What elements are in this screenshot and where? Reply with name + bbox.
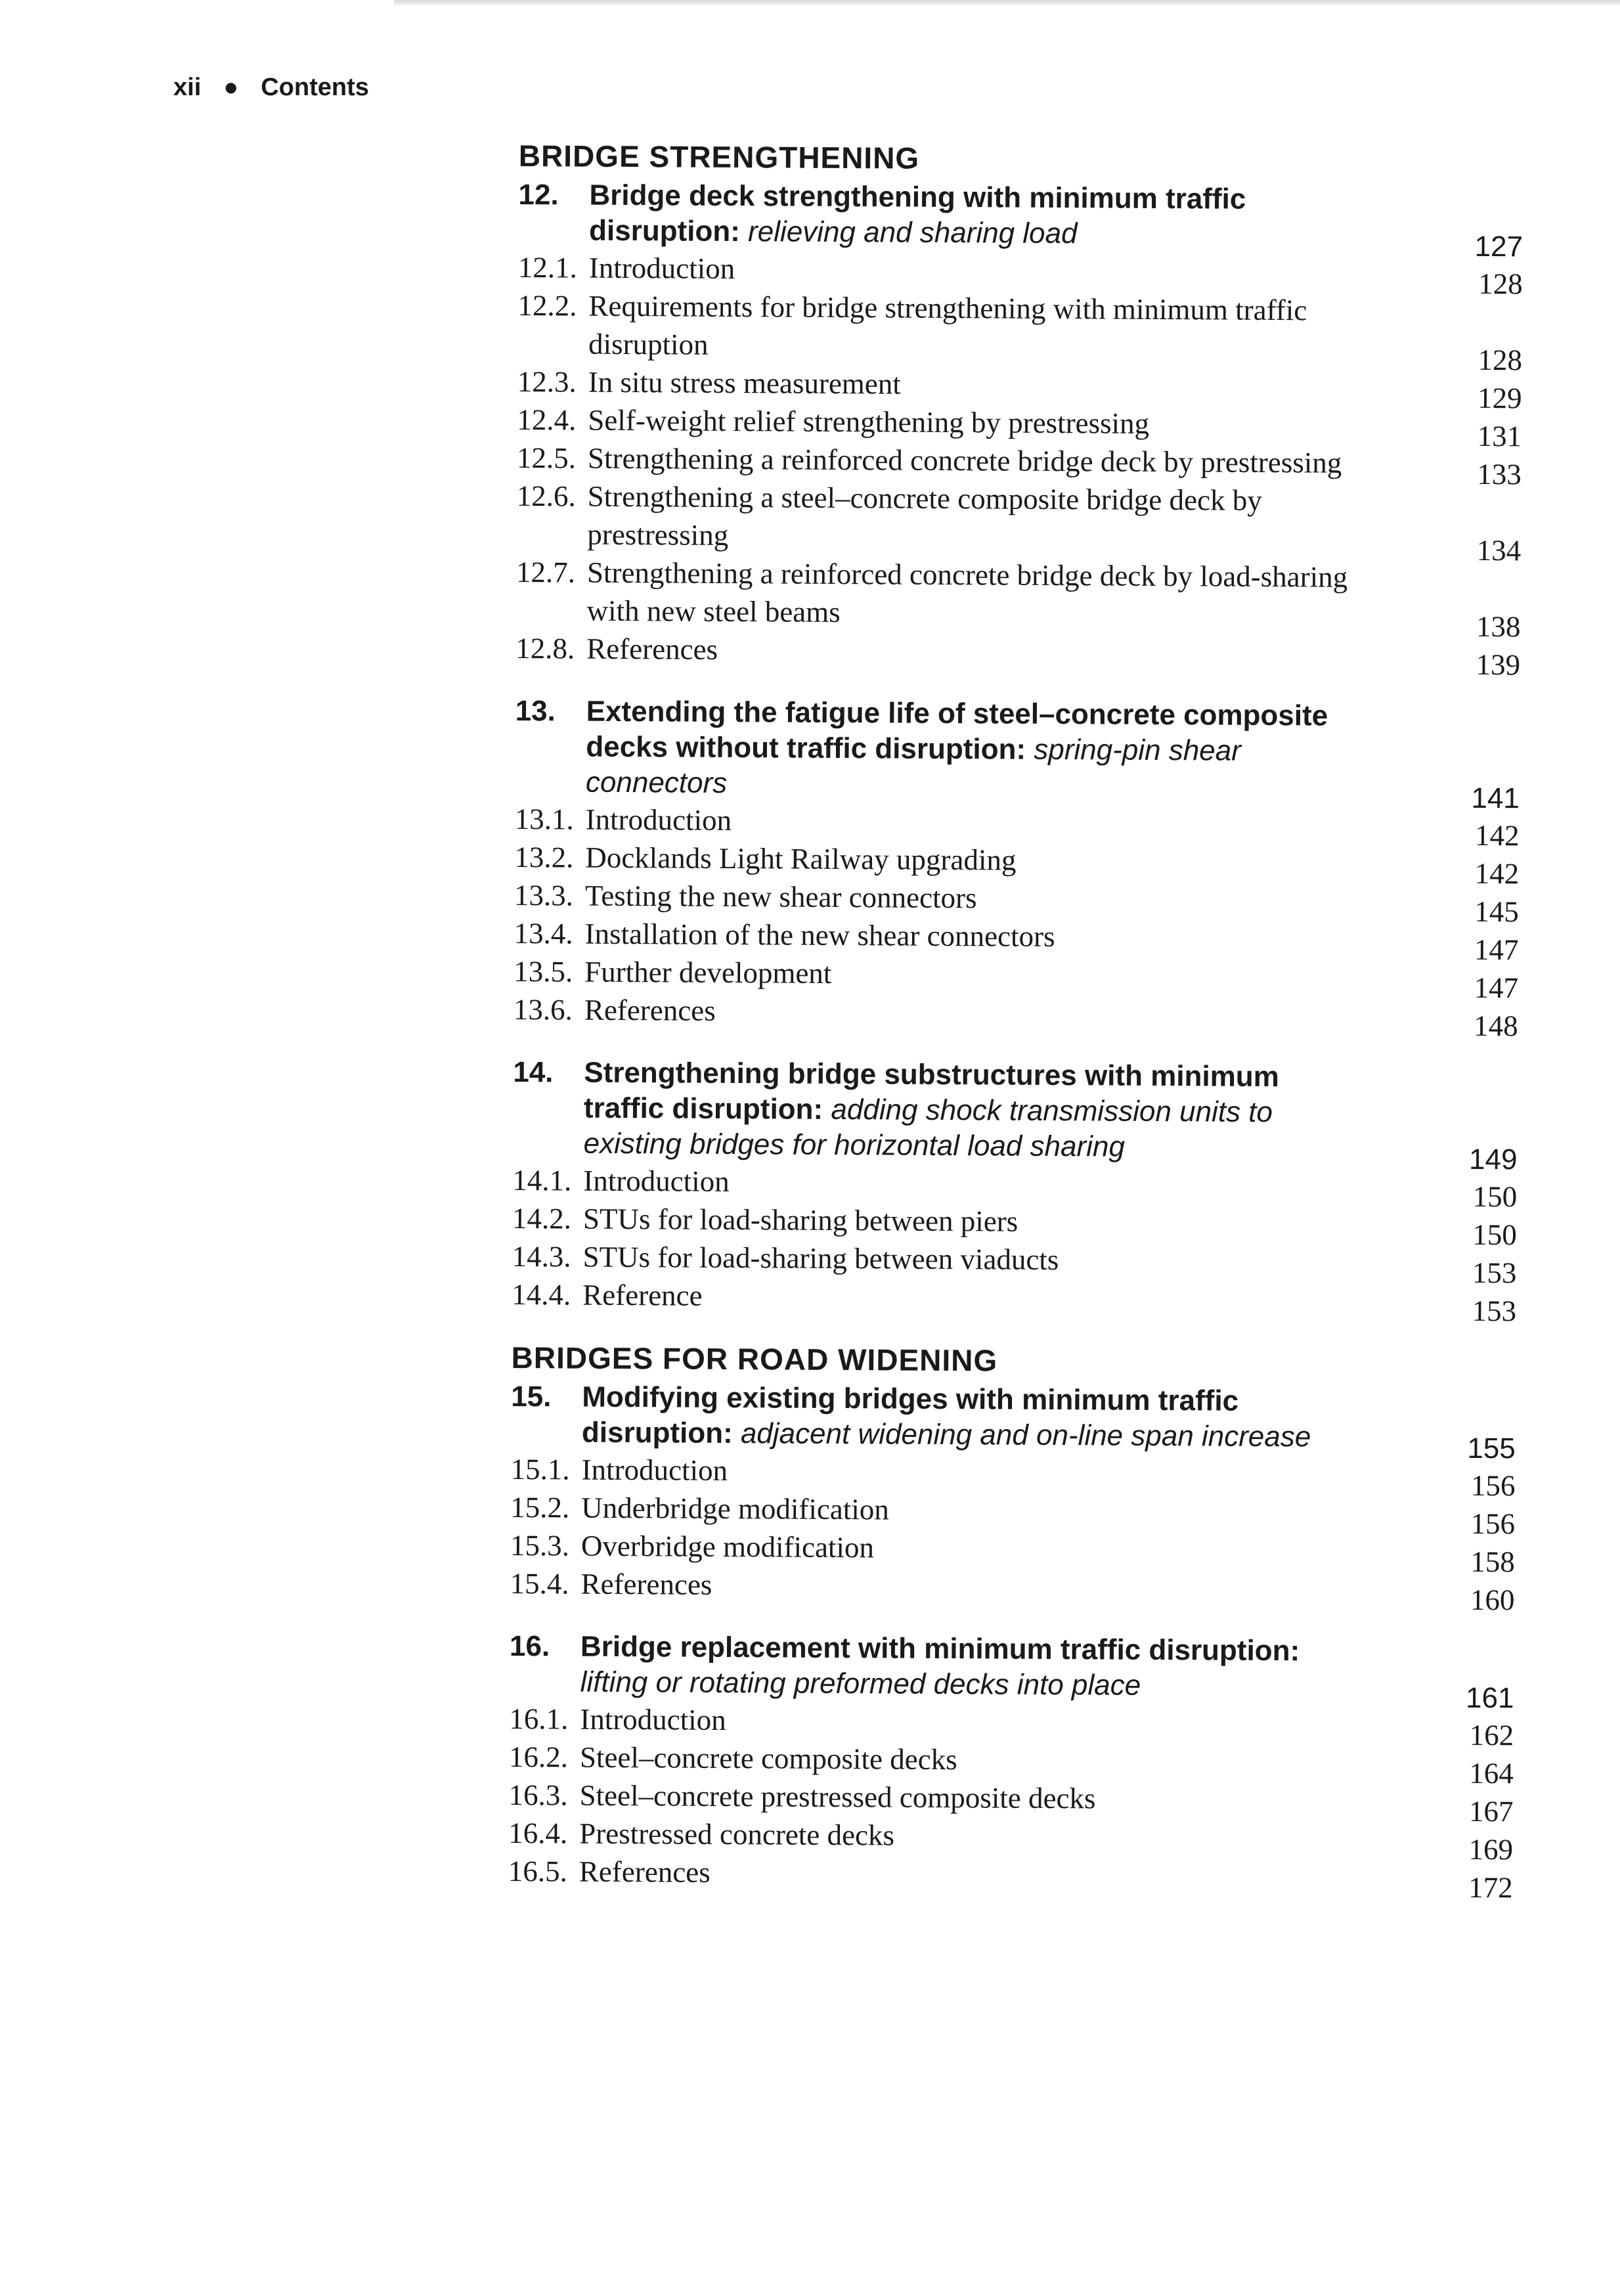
section-page: 156 [1470,1468,1516,1503]
section-title: Testing the new shear connectors [584,879,977,915]
chapter-number: 15. [511,1380,552,1413]
chapter-title [580,1629,1362,1705]
section-page: 142 [1474,856,1520,891]
section-page: 134 [1476,533,1521,567]
section-number: 12.7. [515,555,576,589]
section-page: 153 [1472,1294,1517,1328]
section-number: 14.4. [512,1277,571,1312]
chapter-16 [508,1629,1514,1905]
running-head [173,74,369,102]
chapter-page: 155 [1467,1432,1516,1465]
chapter-title [589,178,1371,254]
chapter-14 [512,1055,1518,1328]
section-title: Further development [584,955,832,990]
section-page: 138 [1476,609,1521,644]
chapter-page: 149 [1468,1143,1518,1176]
chapter-15 [510,1379,1516,1617]
section-title: STUs for load-sharing between piers [582,1202,1018,1238]
section-title: Docklands Light Railway upgrading [585,841,1017,877]
scan-edge [394,0,1620,7]
section-page: 145 [1474,894,1519,929]
chapter-heading [509,1629,1514,1715]
section-title: Self-weight relief strengthening by prestressing [588,403,1150,440]
section-title: Prestressed concrete decks [579,1817,895,1852]
chapter-title-main: Strengthening bridge substructures with minimum traffic disruption: [583,1056,1279,1126]
page-folio: xii [173,74,202,101]
chapter-number: 16. [509,1629,550,1663]
chapter-title-main: Bridge deck strengthening with minimum traffic disruption: [588,179,1246,248]
section-title: Reference [582,1278,703,1312]
section-number: 13.6. [513,992,573,1027]
section-title: Strengthening a reinforced concrete bridge deck by load-sharing with new steel beams [586,556,1348,629]
section-number: 13.3. [514,878,574,912]
section-title: Strengthening a reinforced concrete bridge deck by prestressing [587,441,1342,479]
chapter-subtitle: adding shock transmission units to existing bridges for horizontal load sharing [583,1093,1273,1163]
section-number: 12.2. [517,288,577,322]
chapter-title [583,1055,1365,1166]
table-of-contents [508,138,1523,1905]
section-number: 13.1. [514,802,574,836]
section-page: 156 [1470,1507,1516,1541]
section-page: 150 [1472,1180,1518,1214]
section-title: References [586,632,718,666]
section-title: Introduction [580,1702,726,1736]
chapter-number: 12. [518,178,559,211]
chapter-number: 14. [513,1055,554,1089]
section-title: Strengthening a steel–concrete composite bridge deck by prestressing [587,479,1262,552]
chapter-heading [515,694,1520,815]
section-title: Requirements for bridge strengthening with minimum traffic disruption [588,289,1307,361]
part-heading: BRIDGE STRENGTHENING [518,138,920,175]
section-page: 148 [1474,1009,1518,1043]
section-number: 13.2. [514,840,574,874]
chapter-title-main: Extending the fatigue life of steel–concrete composite decks without traffic disruption: [586,695,1328,766]
section-page: 169 [1468,1832,1514,1866]
section-number: 16.1. [509,1702,569,1736]
section-page: 150 [1472,1218,1517,1252]
section-title: STUs for load-sharing between viaducts [582,1240,1059,1277]
chapter-title-main: Bridge replacement with minimum traffic disruption: [580,1630,1300,1667]
section-title: Overbridge modification [580,1529,875,1564]
section-page: 129 [1477,381,1522,415]
section-number: 16.3. [508,1778,568,1812]
section-number: 15.2. [510,1490,570,1524]
section-title: Introduction [581,1453,728,1487]
section-number: 12.4. [517,403,577,437]
section-number: 16.4. [508,1816,568,1850]
section-number: 15.4. [510,1566,569,1601]
section-number: 12.1. [517,250,577,284]
bullet-separator: ● [223,74,239,101]
chapter-number: 13. [515,694,556,728]
section-title: Steel–concrete composite decks [579,1740,957,1777]
chapter-subtitle: spring-pin shear connectors [585,733,1242,799]
section-number: 12.5. [516,441,577,475]
section-page: 164 [1469,1756,1514,1790]
section-page: 167 [1468,1794,1514,1828]
section-page: 128 [1478,343,1523,377]
chapter-heading [511,1379,1516,1465]
chapter-title-main: Modifying existing bridges with minimum traffic disruption: [581,1380,1239,1450]
section-title: In situ stress measurement [588,365,902,401]
chapter-heading [518,177,1523,263]
section-page: 142 [1474,818,1520,852]
section-page: 172 [1468,1870,1513,1905]
section-page: 131 [1477,419,1522,453]
chapter-title [586,694,1368,805]
chapter-title [582,1380,1364,1455]
section-number: 12.6. [516,479,576,513]
section-number: 13.5. [514,954,573,988]
chapter-page: 127 [1474,230,1523,263]
chapter-12 [515,177,1523,682]
chapter-13 [513,694,1520,1043]
section-number: 16.5. [508,1854,568,1888]
section-title: References [579,1855,711,1889]
chapter-page: 141 [1471,782,1520,815]
section-title: Introduction [583,1164,730,1198]
chapter-subtitle: relieving and sharing load [747,215,1078,250]
section-title: References [580,1567,712,1601]
section-number: 13.4. [514,916,573,950]
section-page: 147 [1474,933,1519,967]
section-number: 14.2. [512,1201,572,1235]
section-page: 158 [1470,1545,1515,1579]
section-page: 133 [1477,457,1522,491]
section-page: 160 [1470,1583,1515,1617]
section-number: 15.1. [510,1452,570,1486]
chapter-page: 161 [1465,1681,1514,1715]
section-title: Steel–concrete prestressed composite decks [579,1778,1096,1815]
section-number: 12.3. [517,364,577,399]
section-title: Installation of the new shear connectors [584,917,1055,954]
section-page: 153 [1472,1256,1517,1290]
section-page: 139 [1476,648,1521,682]
section-page: 162 [1469,1718,1514,1752]
section-number: 14.3. [512,1239,571,1273]
section-number: 15.3. [510,1528,570,1562]
section-title: Introduction [588,251,735,286]
chapter-subtitle: adjacent widening and on-line span increase [740,1417,1311,1453]
section-number: 12.8. [515,631,575,665]
section-number: 16.2. [508,1740,569,1774]
chapter-heading [512,1055,1518,1176]
section-number: 14.1. [512,1163,572,1197]
section-title: Introduction [585,803,732,837]
section-page: 147 [1474,971,1519,1005]
section-page: 128 [1478,267,1523,301]
chapter-subtitle: lifting or rotating preformed decks into place [580,1666,1141,1702]
running-title: Contents [261,74,369,101]
section-title: Underbridge modification [581,1491,890,1526]
section-title: References [584,993,716,1027]
part-heading: BRIDGES FOR ROAD WIDENING [511,1340,998,1378]
